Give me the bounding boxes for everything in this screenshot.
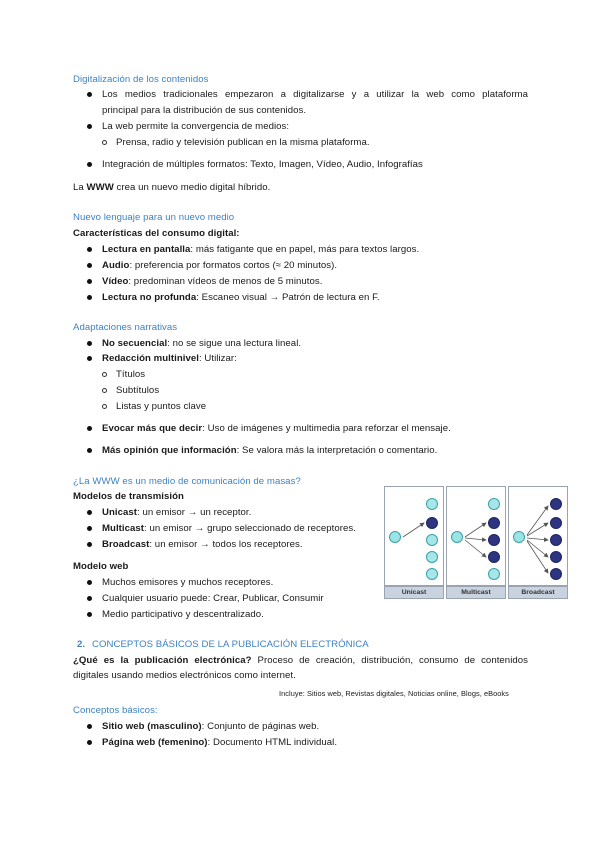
list-item: Medio participativo y descentralizado. [102,609,264,620]
summary-line [73,181,270,194]
receiver-node-active [426,517,438,529]
sub-list-item: Títulos [116,369,146,380]
item-text: : Utilizar: [198,353,237,364]
item-text: : predominan vídeos de menos de 5 minutos. [128,276,323,287]
item-text: : Documento HTML individual. [207,737,338,748]
unicast-panel [384,486,444,586]
bullet-icon [87,596,92,601]
list-item [102,522,356,535]
bold-label: Más opinión que información [102,445,237,456]
bullet-icon [87,580,92,585]
item-text: : más fatigante que en papel, más para textos largos. [190,244,420,255]
item-text: : un emisor → grupo seleccionado de receptores. [144,523,356,534]
bullet-icon [87,542,92,547]
source-node [451,531,463,543]
multicast-panel [446,486,506,586]
bullet-icon [87,724,92,729]
bold-label: Vídeo [102,276,129,287]
list-item [102,352,237,365]
list-item: Muchos emisores y muchos receptores. [102,577,274,588]
bold-label: Página web (femenino) [102,737,208,748]
source-node [513,531,525,543]
bullet-icon [87,740,92,745]
item-text: : un emisor → todos los receptores. [149,539,303,550]
item-text: : preferencia por formatos cortos (≈ 20 minutos). [129,260,338,271]
bullet-icon [87,426,92,431]
list-item [102,422,451,435]
broadcast-panel [508,486,568,586]
transmission-diagram [384,486,568,600]
receiver-node-active [550,534,562,546]
bullet-icon [87,448,92,453]
list-item [102,736,337,749]
receiver-node-active [488,534,500,546]
bullet-icon [87,162,92,167]
definition-text: Proceso de creación, distribución, consumo de contenidos [251,655,528,666]
list-item: Cualquier usuario puede: Crear, Publicar, Consumir [102,593,324,604]
paragraph-line: principal para la distribución de sus contenidos. [102,105,307,116]
bullet-icon [87,279,92,284]
bold-label: Sitio web (masculino) [102,721,202,732]
subheading-consumo: Características del consumo digital: [73,228,240,239]
circle-bullet-icon [102,388,107,393]
heading-digitalizacion: Digitalización de los contenidos [73,74,209,85]
bullet-icon [87,92,92,97]
receiver-node [426,551,438,563]
subheading-modelos: Modelos de transmisión [73,491,184,502]
item-text: : no se sigue una lectura lineal. [167,338,302,349]
receiver-node-active [550,551,562,563]
bullet-icon [87,247,92,252]
list-item [102,259,337,272]
list-item [102,538,303,551]
broadcast-caption: Broadcast [508,586,568,599]
paragraph-line: Los medios tradicionales empezaron a digitalizarse y a utilizar la web como plataforma [102,89,528,100]
receiver-node [426,498,438,510]
bold-label: Lectura en pantalla [102,244,191,255]
bullet-icon [87,612,92,617]
list-item: Integración de múltiples formatos: Texto, Imagen, Vídeo, Audio, Infografías [102,159,423,170]
definition-line: digitales usando medios electrónicos como internet. [73,670,296,681]
bold-label: Audio [102,260,130,271]
receiver-node [426,568,438,580]
list-item [102,275,322,288]
definition-line [73,654,528,667]
unicast-caption: Unicast [384,586,444,599]
receiver-node-active [550,498,562,510]
multicast-caption: Multicast [446,586,506,599]
item-text: : Uso de imágenes y multimedia para reforzar el mensaje. [202,423,451,434]
list-item: La web permite la convergencia de medios: [102,121,290,132]
bold-label: Multicast [102,523,145,534]
list-item [102,720,319,733]
list-item [102,291,380,304]
sub-list-item: Subtítulos [116,385,160,396]
sub-list-item: Listas y puntos clave [116,401,207,412]
bold-span: WWW [86,182,114,193]
bold-label: Evocar más que decir [102,423,203,434]
list-item [102,506,251,519]
bold-label: Redacción multinivel [102,353,199,364]
receiver-node [426,534,438,546]
receiver-node [488,498,500,510]
item-text: : Conjunto de páginas web. [201,721,320,732]
bold-label: No secuencial [102,338,168,349]
subheading-modelo-web: Modelo web [73,561,129,572]
bullet-icon [87,341,92,346]
item-text: : un emisor → un receptor. [137,507,252,518]
receiver-node-active [488,517,500,529]
circle-bullet-icon [102,372,107,377]
bullet-icon [87,356,92,361]
bullet-icon [87,526,92,531]
item-text: : Escaneo visual → Patrón de lectura en F. [196,292,380,303]
bullet-icon [87,124,92,129]
heading-conceptos-basicos: Conceptos básicos: [73,705,158,716]
heading-medio-masas: ¿La WWW es un medio de comunicación de masas? [73,476,301,487]
bullet-icon [87,510,92,515]
list-item [102,444,437,457]
section-number: 2. [77,639,86,650]
heading-conceptos: CONCEPTOS BÁSICOS DE LA PUBLICACIÓN ELECTRÓNICA [92,639,369,650]
circle-bullet-icon [102,140,107,145]
list-item [102,243,419,256]
circle-bullet-icon [102,404,107,409]
includes-note: Incluye: Sitios web, Revistas digitales, Noticias online, Blogs, eBooks [279,689,509,698]
bold-label: Unicast [102,507,138,518]
source-node [389,531,401,543]
heading-adaptaciones: Adaptaciones narrativas [73,322,178,333]
heading-nuevo-lenguaje: Nuevo lenguaje para un nuevo medio [73,212,235,223]
bold-label: Lectura no profunda [102,292,197,303]
sub-list-item: Prensa, radio y televisión publican en la misma plataforma. [116,137,370,148]
bold-label: Broadcast [102,539,150,550]
item-text: : Se valora más la interpretación o comentario. [236,445,438,456]
text-span: La [73,182,87,193]
list-item [102,337,301,350]
receiver-node-active [488,551,500,563]
bullet-icon [87,263,92,268]
bold-question: ¿Qué es la publicación electrónica? [73,655,252,666]
receiver-node-active [550,517,562,529]
bullet-icon [87,295,92,300]
receiver-node [488,568,500,580]
text-span: crea un nuevo medio digital híbrido. [113,182,271,193]
receiver-node-active [550,568,562,580]
